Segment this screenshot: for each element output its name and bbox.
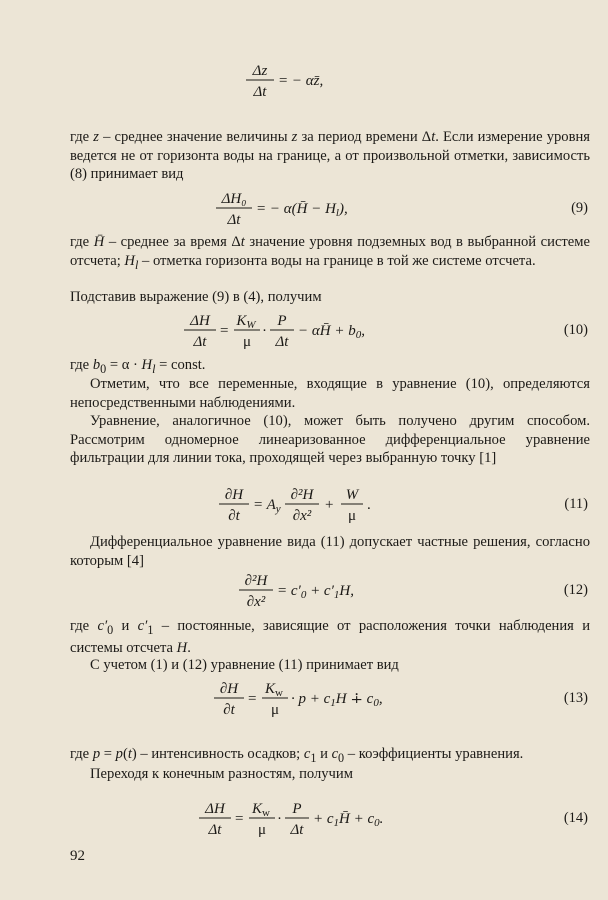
paragraph-8: где $c'_0$ и $c'_1$ – постоянные, зависящие от расположения точки наблюдения и системы отсчета H. — [70, 618, 591, 657]
paragraph-11: Переходя к конечным разностям, получим — [90, 766, 353, 782]
formula-12-den: ∂x² — [246, 594, 266, 610]
equation-number-11: (11) — [564, 496, 588, 512]
equation-number-9: (9) — [571, 200, 588, 216]
formula-14-dot: · — [277, 811, 282, 827]
formula-11-end: . — [367, 497, 371, 513]
formula-9-numerator: ΔH₀ — [221, 191, 247, 207]
paragraph-5: Отметим, что все переменные, входящие в уравнение (10), определяются непосредственными наблюдениями. — [70, 376, 590, 411]
formula-14-tail: + $c_1H̄ + c_0$. — [313, 811, 384, 829]
formula-12-num: ∂²H — [244, 573, 268, 589]
formula-11-plus: + — [325, 497, 334, 513]
formula-10-den1: Δt — [193, 334, 207, 350]
formula-13-den1: ∂t — [223, 702, 235, 718]
formula-13-num2: $K_w$ — [265, 681, 283, 699]
formula-14-num3: P — [292, 801, 302, 817]
formula-14-den3: Δt — [290, 822, 304, 838]
formula-11-num3: W — [345, 487, 359, 503]
formula-14 — [0, 796, 608, 840]
equation-number-13: (13) — [563, 690, 588, 706]
paragraph-7: Дифференциальное уравнение вида (11) допускает частные решения, согласно которым [4] — [70, 534, 590, 569]
formula-10-eq: = — [220, 323, 229, 339]
page-number: 92 — [70, 848, 85, 864]
paragraph-9: С учетом (1) и (12) уравнение (11) принимает вид — [90, 657, 399, 673]
formula-14-den1: Δt — [208, 822, 222, 838]
formula-11-num2: ∂²H — [290, 487, 314, 503]
paragraph-2: где H̄ – среднее за время Δt значение уровня подземных вод в выбранной системе отсчета; $H_l$ – отметка горизонта воды на границе в той же системе отсчета. — [70, 234, 591, 272]
formula-11-den3: μ — [347, 508, 357, 524]
formula-13-den2: μ — [270, 702, 280, 718]
equation-number-10: (10) — [563, 322, 588, 338]
formula-14-svg — [199, 796, 409, 840]
formula-10-num2: $K_W$ — [236, 313, 256, 331]
formula-14-den2: μ — [257, 822, 267, 838]
formula-10-svg — [184, 308, 424, 352]
equation-number-12: (12) — [563, 582, 588, 598]
formula-10-dot: · — [262, 323, 267, 339]
formula-12-svg — [239, 568, 369, 612]
formula-14-num2: $K_w$ — [252, 801, 270, 819]
formula-14-num1: ΔH — [205, 801, 225, 817]
paragraph-4: где $b_0 = \alpha \cdot H_l$ = const. — [70, 357, 206, 376]
formula-10-num1: ΔH — [190, 313, 210, 329]
formula-14-eq: = — [235, 811, 244, 827]
formula-13-svg — [214, 676, 394, 720]
formula-12-rhs: = $c'_0 + c'_1H$, — [277, 583, 354, 601]
formula-12 — [0, 568, 608, 612]
formula-13-num1: ∂H — [219, 681, 239, 697]
formula-13-tail: · $p + c_1H$ ∔ $c_0$, — [291, 691, 383, 709]
formula-9 — [0, 186, 608, 230]
formula-11-svg — [219, 482, 389, 526]
equation-number-14: (14) — [563, 810, 588, 826]
paragraph-1: где z – среднее значение величины z за период времени Δt. Если измерение уровня ведется не от горизонта воды на границе, а от произвольной отметки, зависимость (8) принимает вид — [70, 129, 591, 182]
formula-dz-denominator: Δt — [253, 84, 267, 100]
paragraph-6: Уравнение, аналогичное (10), может быть получено другим способом. Рассмотрим одномерное линеаризованное дифференциальное уравнение фильтрации для линии тока, проходящей через выбранную точку [1] — [70, 413, 590, 466]
formula-10-den2: μ — [242, 334, 252, 350]
formula-10 — [0, 308, 608, 352]
formula-11 — [0, 482, 608, 526]
formula-11-eq: = $A_y$ — [253, 497, 281, 515]
formula-9-svg — [214, 186, 394, 230]
formula-dz-rhs: = − αz̄, — [278, 73, 324, 89]
formula-10-tail: − αH̄ + $b_0$, — [298, 323, 365, 341]
formula-10-den3: Δt — [275, 334, 289, 350]
formula-11-num1: ∂H — [224, 487, 244, 503]
paragraph-3: Подставив выражение (9) в (4), получим — [70, 289, 322, 305]
formula-dz — [0, 58, 608, 102]
formula-dz-numerator: Δz — [252, 63, 268, 79]
formula-10-num3: P — [277, 313, 287, 329]
formula-9-rhs: = − α(H̄ − $H_l$), — [256, 201, 348, 219]
formula-11-den1: ∂t — [228, 508, 240, 524]
formula-9-denominator: Δt — [227, 212, 241, 228]
formula-13-eq: = — [248, 691, 257, 707]
formula-dz-svg — [244, 58, 364, 102]
formula-13 — [0, 676, 608, 720]
formula-11-den2: ∂x² — [292, 508, 312, 524]
paragraph-10: где p = p(t) – интенсивность осадков; $c_1$ и $c_0$ – коэффициенты уравнения. — [70, 746, 524, 765]
